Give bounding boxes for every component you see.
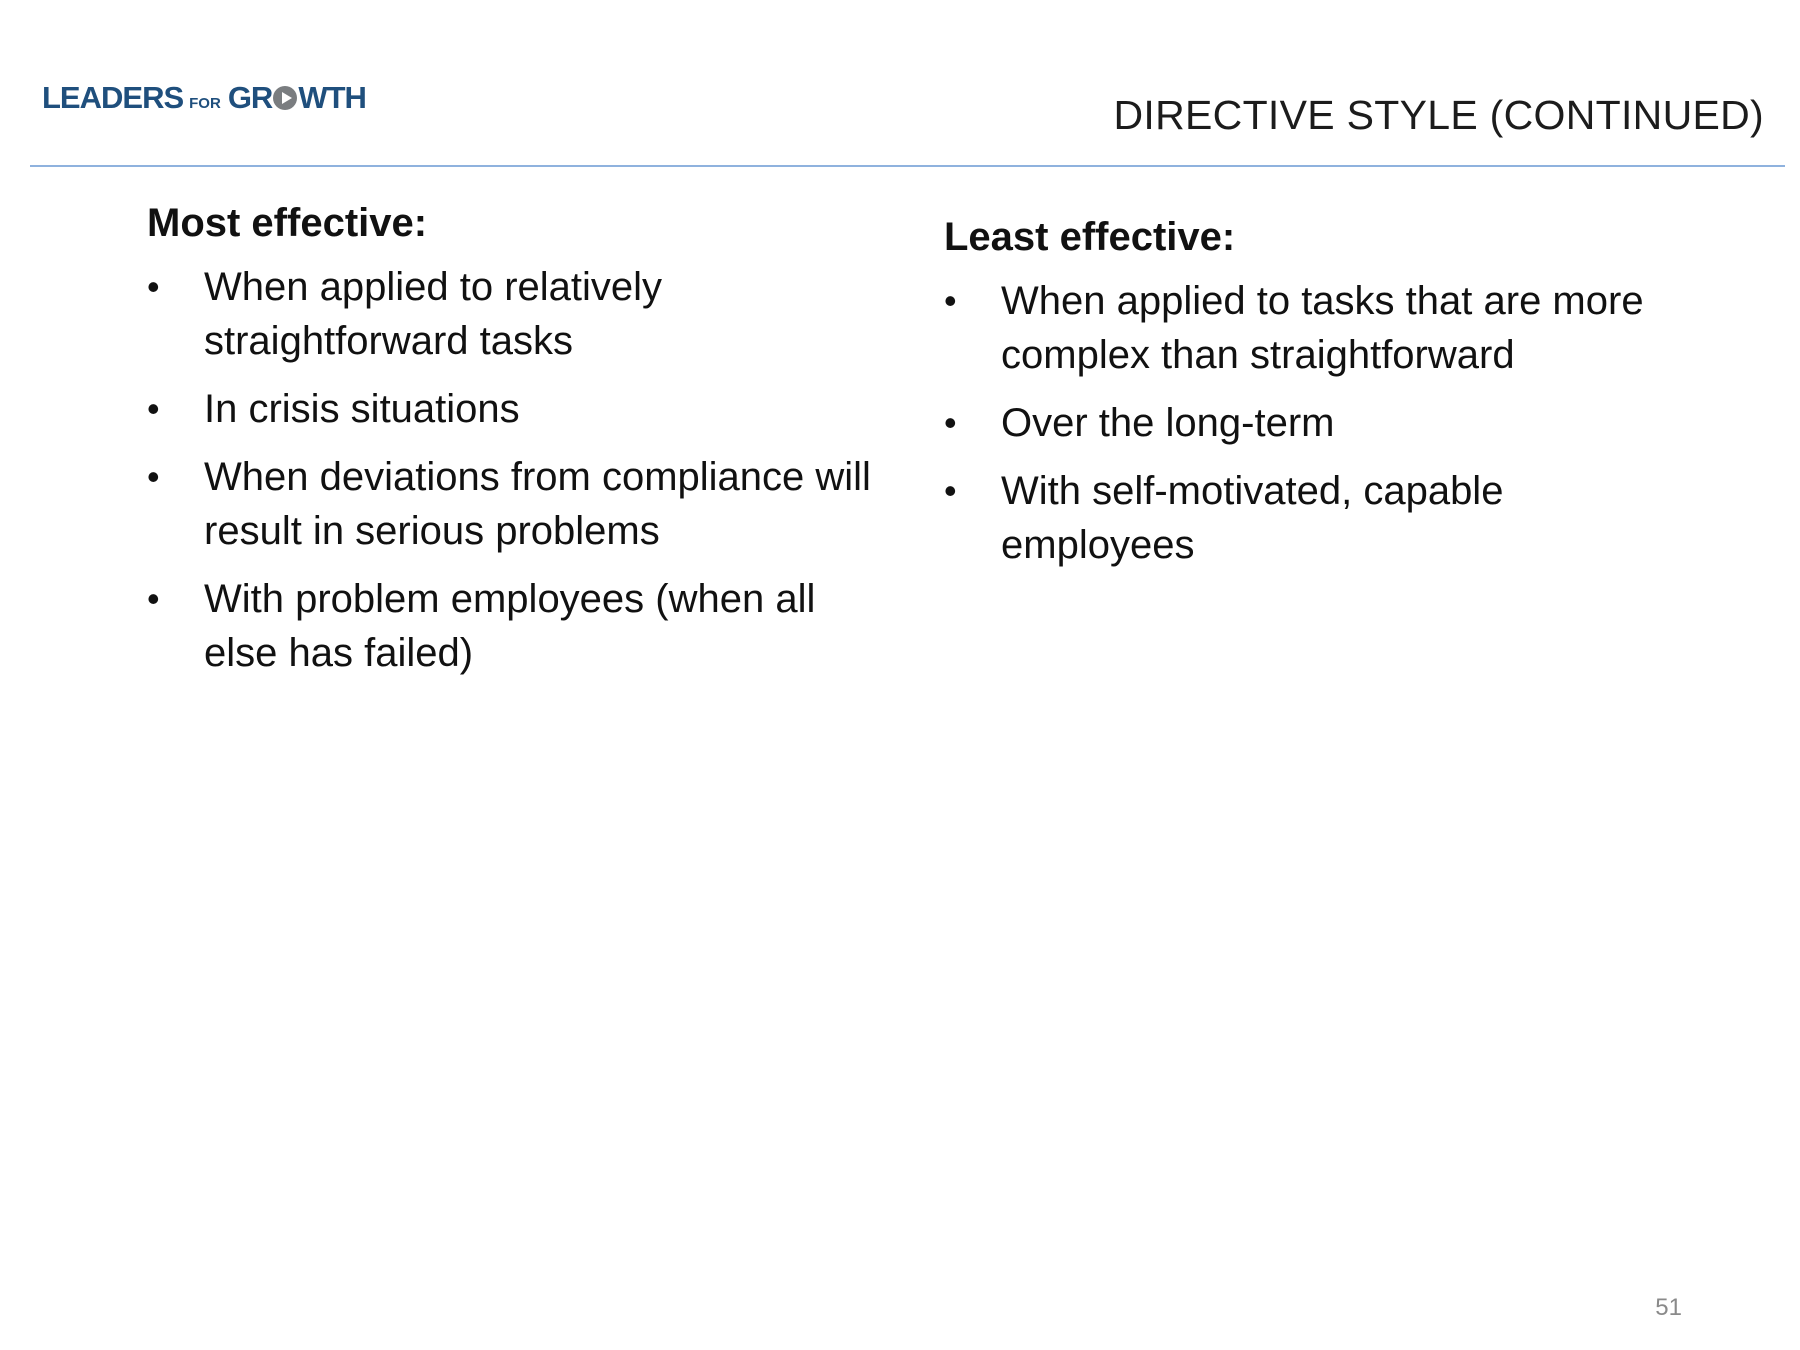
list-item [944, 464, 1684, 572]
bullet-icon: • [944, 280, 957, 321]
logo-text-for: FOR [189, 95, 221, 112]
most-effective-heading: Most effective: [147, 201, 428, 245]
list-item-text: When applied to relatively straightforward tasks [204, 265, 663, 363]
bullet-icon: • [147, 388, 160, 429]
list-item [147, 450, 887, 558]
list-item [944, 274, 1684, 382]
bullet-icon: • [944, 470, 957, 511]
list-item-text: With self-motivated, capable employees [1001, 469, 1504, 567]
logo-text-gr: GR [227, 80, 273, 115]
logo-text-leaders: LEADERS [42, 80, 184, 115]
bullet-icon: • [147, 578, 160, 619]
most-effective-list [147, 260, 887, 680]
slide-title: DIRECTIVE STYLE (CONTINUED) [1113, 92, 1764, 138]
list-item-text: When applied to tasks that are more complex than straightforward [1001, 279, 1644, 377]
list-item-text: With problem employees (when all else has failed) [204, 577, 816, 675]
logo-text-wth: WTH [298, 80, 366, 115]
list-item [944, 396, 1684, 450]
least-effective-list [944, 274, 1684, 572]
bullet-icon: • [147, 266, 160, 307]
list-item-text: In crisis situations [204, 387, 520, 431]
list-item [147, 572, 887, 680]
list-item-text: Over the long-term [1001, 401, 1335, 445]
header-divider [30, 165, 1785, 167]
least-effective-heading: Least effective: [944, 215, 1236, 259]
bullet-icon: • [944, 402, 957, 443]
list-item [147, 382, 887, 436]
play-arrow-icon [273, 86, 297, 110]
least-effective-column [944, 212, 1684, 586]
list-item [147, 260, 887, 368]
bullet-icon: • [147, 456, 160, 497]
most-effective-column [147, 198, 887, 694]
page-number: 51 [1655, 1294, 1682, 1321]
company-logo [42, 80, 366, 120]
list-item-text: When deviations from compliance will result in serious problems [204, 455, 871, 553]
